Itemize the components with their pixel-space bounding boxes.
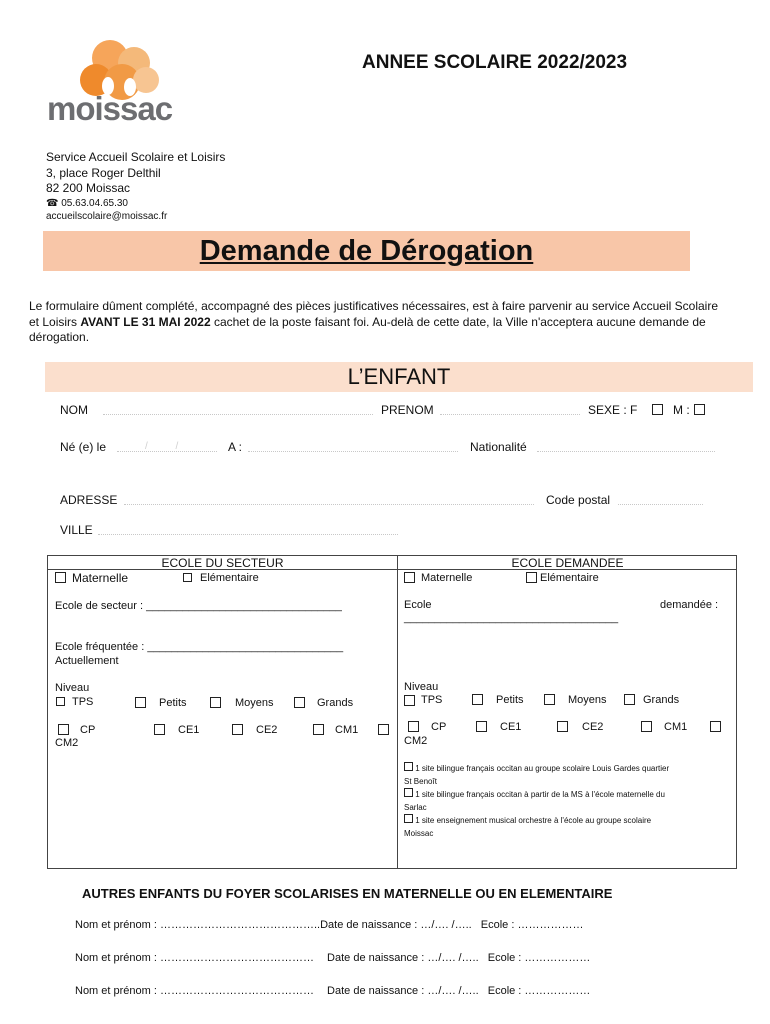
nationalite-label: Nationalité [470,440,527,454]
autre-enfant-date-1[interactable]: Date de naissance : …/…. /….. [320,919,472,931]
secteur-ce2-label: CE2 [256,724,278,736]
demandee-moyens-checkbox[interactable] [544,694,555,705]
option-orchestre[interactable] [404,814,729,827]
adresse-field[interactable] [124,504,534,505]
demandee-elementaire-label: Elémentaire [540,572,599,584]
demandee-ce2-label: CE2 [582,721,604,733]
sexe-m-checkbox[interactable] [694,404,705,415]
option-orchestre-label-b: Moissac [404,829,434,838]
demandee-heading: ECOLE DEMANDEE [511,556,624,570]
nom-field[interactable] [103,414,373,415]
ville-field[interactable] [98,534,398,535]
option-occitan-sarlac-label-a: 1 site bilingue français occitan à partir de la MS à l'école maternelle du [415,790,665,799]
autre-enfant-row-3 [75,985,725,997]
service-email[interactable]: accueilscolaire@moissac.fr [46,210,168,222]
demandee-maternelle-checkbox[interactable] [404,572,415,583]
prenom-label: PRENOM [381,403,434,417]
intro-text-2: cachet de la poste faisant foi. Au-delà de cette date, la Ville n'acceptera aucune demande de dérogation. [29,314,706,344]
sexe-m-label: M : [673,403,690,417]
demandee-cm2-label: CM2 [404,735,428,747]
secteur-elementaire-label: Elémentaire [200,572,259,584]
demandee-cm2-checkbox[interactable] [710,721,721,732]
autre-enfant-ecole-3[interactable]: Ecole : ……………… [487,985,591,997]
demandee-tps-label: TPS [421,694,443,706]
demandee-grands-checkbox[interactable] [624,694,635,705]
secteur-ce2-checkbox[interactable] [232,724,243,735]
code-postal-label: Code postal [546,493,611,507]
site-options [404,762,729,840]
title-banner [43,231,690,271]
nationalite-field[interactable] [537,451,715,452]
lieu-field[interactable] [248,451,458,452]
demandee-maternelle-label: Maternelle [421,572,473,584]
secteur-tps-checkbox[interactable] [56,697,65,706]
secteur-petits-checkbox[interactable] [135,697,146,708]
ville-label: VILLE [60,523,93,537]
nom-label: NOM [60,403,88,417]
secteur-cm2-label: CM2 [55,737,79,749]
phone-icon: ☎ [46,197,59,209]
secteur-maternelle-checkbox[interactable] [55,572,66,583]
autre-enfant-row-1 [75,919,725,931]
autre-enfant-ecole-1[interactable]: Ecole : ……………… [480,919,584,931]
demandee-ce2-checkbox[interactable] [557,721,568,732]
autre-enfant-date-3[interactable]: Date de naissance : …/…. /….. [327,985,479,997]
autre-enfant-nom-1[interactable]: Nom et prénom : …………………………………….. [75,919,321,931]
actuellement-label: Actuellement [55,655,119,667]
logo-text: moissac [47,90,173,127]
secteur-ce1-label: CE1 [178,724,200,736]
option-occitan-st-benoit-label-a: 1 site bilingue français occitan au groupe scolaire Louis Gardes quartier [415,764,670,773]
demandee-moyens-label: Moyens [568,694,607,706]
intro-deadline: AVANT LE 31 MAI 2022 [80,314,211,329]
secteur-grands-checkbox[interactable] [294,697,305,708]
secteur-moyens-label: Moyens [235,697,274,709]
adresse-label: ADRESSE [60,493,118,507]
service-phone [46,197,225,210]
lieu-label: A : [228,440,243,454]
demandee-grands-label: Grands [643,694,680,706]
demandee-cp-label: CP [431,721,447,733]
autres-heading: AUTRES ENFANTS DU FOYER SCOLARISES EN MATERNELLE OU EN ELEMENTAIRE [82,886,613,901]
autre-enfant-date-2[interactable]: Date de naissance : …/…. /….. [327,952,479,964]
option-occitan-sarlac-label-b: Sarlac [404,803,427,812]
secteur-cp-checkbox[interactable] [58,724,69,735]
sexe-label: SEXE : F [588,403,638,417]
demandee-ce1-checkbox[interactable] [476,721,487,732]
prenom-field[interactable] [440,414,580,415]
demandee-niveau-label: Niveau [404,681,439,693]
secteur-grands-label: Grands [317,697,354,709]
autre-enfant-ecole-2[interactable]: Ecole : ……………… [487,952,591,964]
option-occitan-st-benoit-label-b: St Benoît [404,777,437,786]
demandee-demandee-label: demandée : [660,599,719,611]
secteur-cm1-checkbox[interactable] [313,724,324,735]
option-occitan-sarlac-checkbox[interactable] [404,788,413,797]
option-occitan-st-benoit[interactable] [404,762,729,775]
enfant-heading: L’ENFANT [347,364,451,389]
demandee-cm1-checkbox[interactable] [641,721,652,732]
secteur-petits-label: Petits [159,697,187,709]
demandee-ce1-label: CE1 [500,721,522,733]
demandee-elementaire-checkbox[interactable] [526,572,537,583]
secteur-ce1-checkbox[interactable] [154,724,165,735]
secteur-cm1-label: CM1 [335,724,359,736]
secteur-heading: ECOLE DU SECTEUR [161,556,284,570]
enfant-banner [45,362,753,392]
demandee-ecole-field[interactable]: ___________________________________ [404,612,619,624]
phone-number: 05.63.04.65.30 [61,197,128,209]
ecole-secteur-field[interactable]: Ecole de secteur : ________________________________ [55,600,342,612]
code-postal-field[interactable] [618,504,703,505]
demandee-tps-checkbox[interactable] [404,695,415,706]
demandee-petits-label: Petits [496,694,524,706]
autre-enfant-nom-2[interactable]: Nom et prénom : …………………………………… [75,952,314,964]
autre-enfant-nom-3[interactable]: Nom et prénom : …………………………………… [75,985,314,997]
demandee-cp-checkbox[interactable] [408,721,419,732]
secteur-maternelle-label: Maternelle [72,571,129,585]
service-address [46,150,225,223]
option-occitan-st-benoit-checkbox[interactable] [404,762,413,771]
intro-paragraph [29,299,729,346]
intro-text-1: Le formulaire dûment complété, accompagné des pièces justificatives nécessaires, est à faire parvenir au service Accueil Scolaire et Loisirs [29,299,719,329]
ne-le-label: Né (e) le [60,440,107,454]
secteur-cp-label: CP [80,724,96,736]
logo [42,30,192,130]
secteur-elementaire-checkbox[interactable] [183,573,192,582]
secteur-moyens-checkbox[interactable] [210,697,221,708]
sexe-f-checkbox[interactable] [652,404,663,415]
secteur-niveau-label: Niveau [55,682,90,694]
autre-enfant-row-2 [75,952,725,964]
schools-table-divider [397,555,398,869]
demandee-petits-checkbox[interactable] [472,694,483,705]
service-name: Service Accueil Scolaire et Loisirs [46,150,226,164]
date-separators: / / [145,441,179,452]
option-orchestre-checkbox[interactable] [404,814,413,823]
service-street: 3, place Roger Delthil [46,165,161,180]
school-year: ANNEE SCOLAIRE 2022/2023 [362,52,628,73]
page-title: Demande de Dérogation [199,235,534,267]
option-occitan-sarlac[interactable] [404,788,729,801]
secteur-tps-label: TPS [72,696,94,708]
service-city: 82 200 Moissac [46,181,131,195]
secteur-cm2-checkbox[interactable] [378,724,389,735]
ecole-frequentee-field[interactable]: Ecole fréquentée : ________________________________ [55,641,344,653]
demandee-ecole-label: Ecole [404,599,432,611]
demandee-cm1-label: CM1 [664,721,688,733]
option-orchestre-label-a: 1 site enseignement musical orchestre à l'école au groupe scolaire [415,816,652,825]
